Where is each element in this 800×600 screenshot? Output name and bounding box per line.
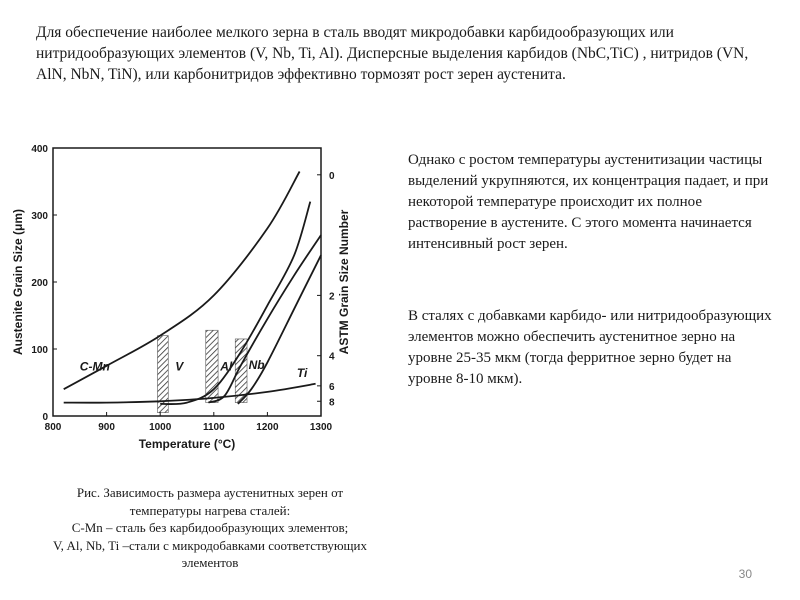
series-label-nb: Nb [248, 358, 265, 373]
series-label-c-mn: C-Mn [79, 359, 110, 374]
caption-line: температуры нагрева сталей: [129, 502, 291, 518]
y-tick-label: 100 [31, 345, 48, 356]
right-tick-label: 8 [329, 397, 335, 409]
series-label-al: Al [220, 359, 233, 374]
y-tick-label: 300 [31, 211, 48, 222]
series-line-nb [238, 255, 321, 404]
page-number: 30 [738, 567, 752, 581]
right-axis-label: ASTM Grain Size Number [337, 209, 351, 355]
right-tick-label: 6 [329, 381, 335, 393]
caption-line: Рис. Зависимость размера аустенитных зерен от [76, 485, 344, 500]
right-tick-label: 4 [329, 351, 335, 363]
series-label-ti: Ti [296, 366, 308, 381]
paragraph-microalloyed: В сталях с добавками карбидо- или нитридообразующих элементов можно обеспечить аустенитное зерно на уровне 25-35 мкм (тогда ферритное зерно будет на уровне 8-10 мкм). [408, 308, 772, 387]
series-label-v: V [175, 359, 184, 374]
x-axis-label: Temperature (°C) [138, 437, 236, 451]
right-tick-label: 2 [329, 291, 335, 303]
caption-line: V, Al, Nb, Ti –стали с микродобавками соответствующих [52, 537, 368, 553]
y-tick-label: 400 [31, 144, 48, 155]
paragraph-dissolution: Однако с ростом температуры аустенитизации частицы выделений укрупняются, их концентрация падает, и при некоторой температуре происходит их полное растворение в аустените. С этого момента начинается интенсивный рост зерен. [408, 152, 769, 252]
series-line-ti [64, 384, 316, 403]
x-tick-label: 1200 [256, 422, 279, 433]
intro-paragraph: Для обеспечение наиболее мелкого зерна в сталь вводят микродобавки карбидообразующих или нитридообразующих элементов (V, Nb, Ti, Al). Дисперсные выделения карбидов (NbC,TiC) , нитридов (VN, AlN, NbN, TiN), или карбонитридов эффективно тормозят рост зерен аустенита. [36, 24, 749, 83]
x-tick-label: 1300 [309, 422, 333, 433]
caption-line: элементов [181, 555, 239, 570]
right-tick-label: 0 [329, 170, 335, 182]
figure-caption [10, 484, 410, 572]
x-tick-label: 1000 [149, 422, 172, 433]
x-tick-label: 1100 [202, 422, 225, 433]
chart-svg [0, 130, 400, 470]
y-tick-label: 200 [31, 278, 48, 289]
y-axis-label: Austenite Grain Size (μm) [11, 208, 25, 356]
caption-line: C-Mn – сталь без карбидообразующих элементов; [71, 520, 349, 535]
x-tick-label: 800 [44, 422, 62, 433]
y-tick-label: 0 [42, 412, 48, 423]
series-line-c-mn [64, 172, 300, 390]
x-tick-label: 900 [98, 422, 115, 433]
grain-size-chart [0, 130, 400, 470]
